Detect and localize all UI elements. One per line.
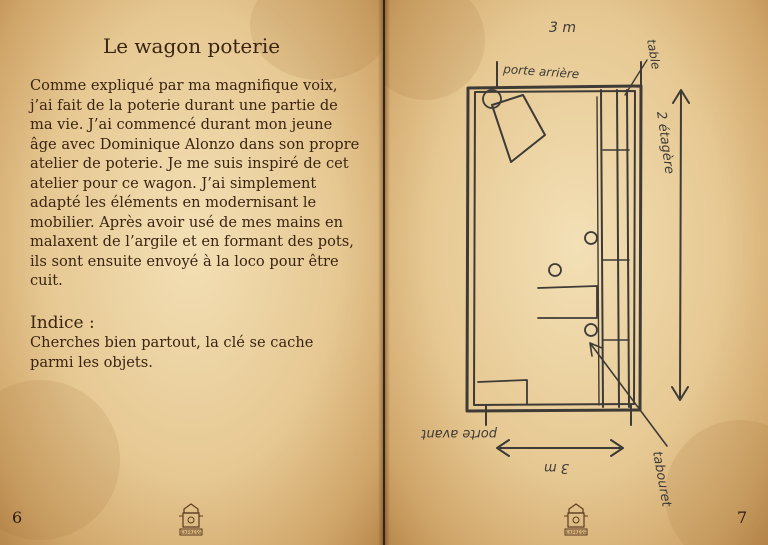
logo-text: EXPRESS xyxy=(180,531,202,536)
logo-text: EXPRESS xyxy=(565,531,587,536)
hint-heading: Indice : xyxy=(30,313,95,333)
left-page xyxy=(0,0,383,545)
front-door-label: porte avant xyxy=(421,426,497,441)
express-logo-icon xyxy=(176,500,206,538)
table-label: table xyxy=(644,38,664,71)
shelves-label: 2 étagère xyxy=(653,110,677,176)
bottom-dimension-label: 3 m xyxy=(543,460,569,475)
stool-label: tabouret xyxy=(649,450,674,508)
right-page xyxy=(385,0,768,545)
story-paragraph: Comme expliqué par ma magnifique voix, j’ai fait de la poterie durant une partie de ma vie. J’ai commencé durant mon jeune âge avec Dominique Alonzo dans son propre atelier de poterie. Je me suis inspiré de cet atelier pour ce wagon. J’ai simplement adapté les éléments en modernisant le mobilier. Après avoir usé de mes mains en malaxent de l’argile et en formant des pots, ils sont ensuite envoyé à la loco pour être cuit. xyxy=(30,77,360,289)
hint-text: Cherches bien partout, la clé se cache parmi les objets. xyxy=(30,334,314,371)
express-logo-icon xyxy=(561,500,591,538)
page-number: 6 xyxy=(12,508,23,527)
page-title: Le wagon poterie xyxy=(102,34,281,58)
book-spine xyxy=(378,0,390,545)
wagon-floor-plan-sketch xyxy=(385,0,768,545)
page-number: 7 xyxy=(737,508,748,527)
top-dimension-label: 3 m xyxy=(549,20,576,36)
rear-door-label: porte arrière xyxy=(502,62,580,82)
